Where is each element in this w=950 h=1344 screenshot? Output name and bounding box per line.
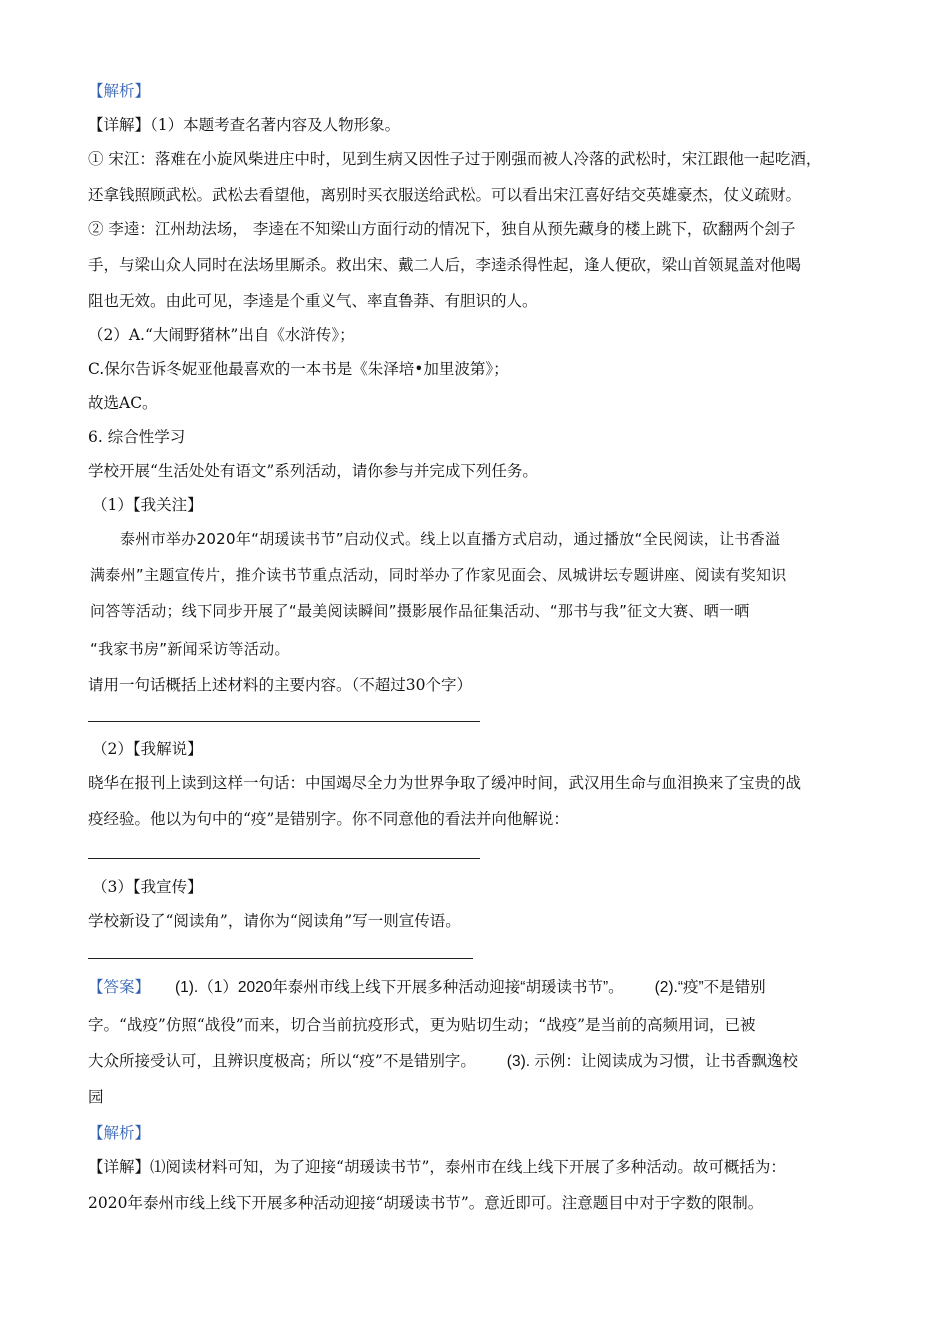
- analysis-text-line: ① 宋江：落难在小旋风柴进庄中时，见到生病又因性子过于刚强而被人冷落的武松时，宋江跟他一起吃酒，: [88, 150, 822, 168]
- material-line: 满泰州”主题宣传片，推介读书节重点活动，同时举办了作家见面会、凤城讲坛专题讲座、阅读有奖知识: [90, 566, 787, 584]
- question-title: 6. 综合性学习: [88, 428, 186, 446]
- question-intro: 学校开展“生活处处有语文”系列活动，请你参与并完成下列任务。: [88, 462, 538, 480]
- analysis-text-line: 手，与梁山众人同时在法场里厮杀。救出宋、戴二人后，李逵杀得性起，逢人便砍，梁山首领晁盖对他喝: [88, 256, 802, 274]
- answer-line: 大众所接受认可，且辨识度极高；所以“疫”不是错别字。 (3). 示例：让阅读成为习惯，让书香飘逸校: [88, 1052, 798, 1070]
- subquestion-1-label: （1）【我关注】: [92, 496, 203, 514]
- analysis-text-line: 2020年泰州市线上线下开展多种活动迎接“胡瑗读书节”。意近即可。注意题目中对于字数的限制。: [88, 1194, 764, 1212]
- analysis-detail-line: 【详解】（1）本题考查名著内容及人物形象。: [88, 116, 401, 134]
- answer-blank-line[interactable]: [88, 721, 480, 722]
- analysis-detail-line: 【详解】⑴阅读材料可知，为了迎接“胡瑗读书节”，泰州市在线上线下开展了多种活动。故可概括为：: [88, 1158, 786, 1176]
- answer-line: 字。“战疫”仿照“战役”而来，切合当前抗疫形式，更为贴切生动；“战疫”是当前的高频用词，已被: [88, 1016, 756, 1034]
- analysis-text-line: ② 李逵：江州劫法场， 李逵在不知梁山方面行动的情况下，独自从预先藏身的楼上跳下，砍翻两个刽子: [88, 220, 796, 238]
- material-line: 问答等活动；线下同步开展了“最美阅读瞬间”摄影展作品征集活动、“那书与我”征文大赛、晒一晒: [90, 602, 750, 620]
- subquestion-2-text: 晓华在报刊上读到这样一句话：中国竭尽全力为世界争取了缓冲时间，武汉用生命与血泪换来了宝贵的战: [88, 774, 802, 792]
- answer-line: 园: [88, 1088, 104, 1106]
- answer-blank-line[interactable]: [88, 858, 480, 859]
- analysis-text-line: （2）A.“大闹野猪林”出自《水浒传》；: [88, 326, 355, 344]
- subquestion-3-prompt: 学校新设了“阅读角”，请你为“阅读角”写一则宣传语。: [88, 912, 461, 930]
- analysis-label: 【解析】: [88, 1124, 151, 1142]
- subquestion-3-label: （3）【我宣传】: [92, 878, 203, 896]
- analysis-text-line: C.保尔告诉冬妮亚他最喜欢的一本书是《朱泽培•加里波第》；: [88, 360, 509, 378]
- subquestion-2-label: （2）【我解说】: [92, 740, 203, 758]
- detail-label: 【详解】: [88, 1158, 151, 1176]
- subquestion-1-prompt: 请用一句话概括上述材料的主要内容。（不超过30个字）: [88, 676, 472, 694]
- answer-blank-line[interactable]: [88, 958, 473, 959]
- answer-line: 【答案】 (1).（1）2020年泰州市线上线下开展多种活动迎接“胡瑗读书节”。 (2).“疫”不是错别: [88, 978, 766, 996]
- material-line: “我家书房”新闻采访等活动。: [90, 640, 290, 658]
- answer-label: 【答案】: [88, 978, 151, 996]
- analysis-text-line: 故选AC。: [88, 394, 158, 412]
- subquestion-2-text: 疫经验。他以为句中的“疫”是错别字。你不同意他的看法并向他解说：: [88, 810, 569, 828]
- analysis-text-line: 还拿钱照顾武松。武松去看望他，离别时买衣服送给武松。可以看出宋江喜好结交英雄豪杰，仗义疏财。: [88, 186, 802, 204]
- analysis-label: 【解析】: [88, 82, 151, 100]
- analysis-text-line: 阻也无效。由此可见，李逵是个重义气、率直鲁莽、有胆识的人。: [88, 292, 538, 310]
- detail-label: 【详解】: [88, 116, 151, 134]
- material-line: 泰州市举办2020年“胡瑗读书节”启动仪式。线上以直播方式启动，通过播放“全民阅读，让书香溢: [120, 530, 781, 548]
